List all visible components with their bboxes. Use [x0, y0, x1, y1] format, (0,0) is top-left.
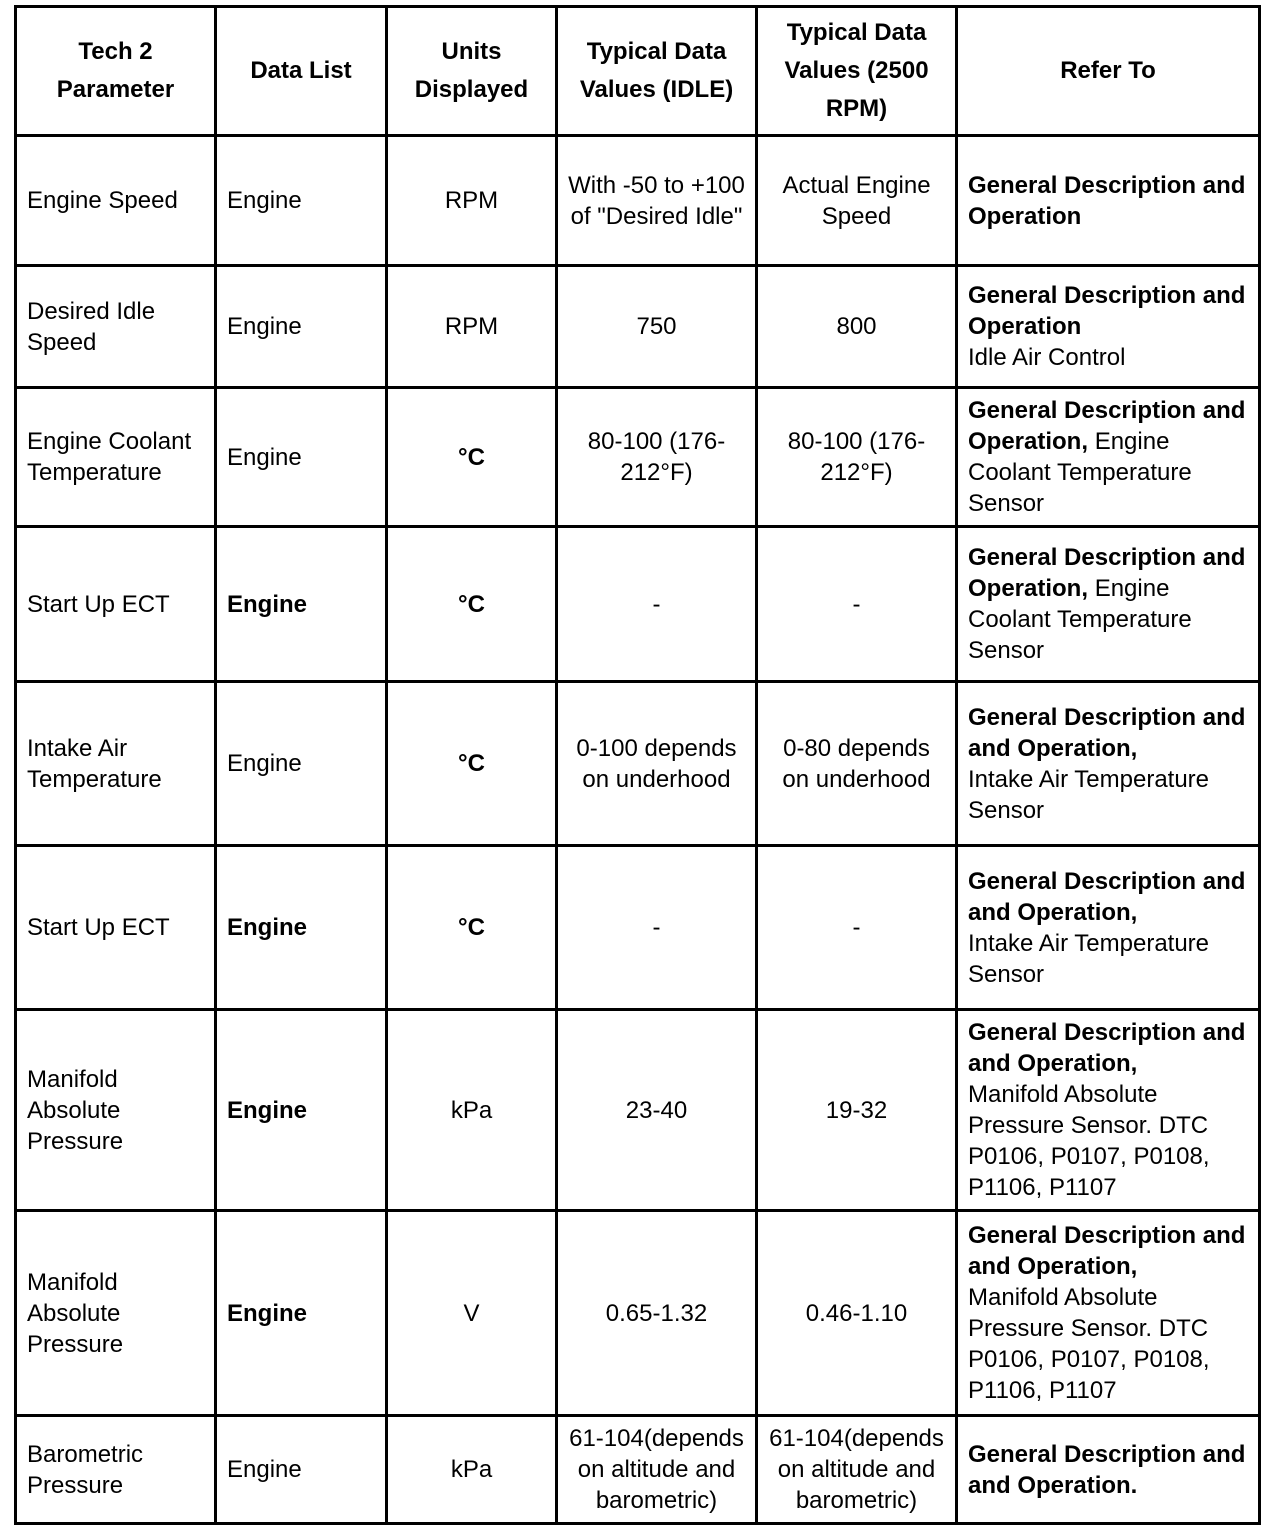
param-cell: Start Up ECT: [16, 846, 216, 1010]
rpm2500-value-cell: 800: [757, 266, 957, 388]
data-list-cell: Engine: [216, 682, 387, 846]
idle-value-cell: 61-104(depends on altitude and barometric): [557, 1416, 757, 1524]
data-list-cell: Engine: [216, 266, 387, 388]
idle-value-cell: With -50 to +100 of "Desired Idle": [557, 136, 757, 266]
data-list-cell: Engine: [216, 136, 387, 266]
refer-to-cell: [957, 1010, 1260, 1211]
idle-value-cell: 23-40: [557, 1010, 757, 1211]
refer-to-detail: Manifold Absolute Pressure Sensor. DTC P0106, P0107, P0108, P1106, P1107: [968, 1081, 1210, 1201]
refer-to-detail: Engine Coolant Temperature Sensor: [968, 428, 1192, 517]
header-data-list: Data List: [216, 7, 387, 136]
idle-value-cell: -: [557, 846, 757, 1010]
table-row: [16, 1211, 1260, 1416]
refer-to-heading: General Description and and Operation,: [968, 703, 1246, 762]
rpm2500-value-cell: -: [757, 527, 957, 682]
units-cell: RPM: [387, 136, 557, 266]
idle-value-cell: 80-100 (176-212°F): [557, 388, 757, 527]
param-cell: Manifold Absolute Pressure: [16, 1010, 216, 1211]
param-cell: Engine Speed: [16, 136, 216, 266]
refer-to-heading: General Description and Operation,: [968, 544, 1246, 602]
units-cell: °C: [387, 527, 557, 682]
refer-to-cell: [957, 682, 1260, 846]
units-cell: kPa: [387, 1010, 557, 1211]
refer-to-cell: [957, 388, 1260, 527]
table-row: [16, 846, 1260, 1010]
data-list-cell: Engine: [216, 388, 387, 527]
refer-to-cell: [957, 1211, 1260, 1416]
refer-to-heading: General Description and Operation,: [968, 397, 1246, 455]
refer-to-heading: General Description and and Operation.: [968, 1440, 1246, 1499]
units-cell: °C: [387, 846, 557, 1010]
rpm2500-value-cell: 0.46-1.10: [757, 1211, 957, 1416]
refer-to-heading: General Description and Operation: [968, 282, 1246, 340]
param-cell: Engine Coolant Temperature: [16, 388, 216, 527]
header-units-displayed: Units Displayed: [387, 7, 557, 136]
refer-to-detail: Manifold Absolute Pressure Sensor. DTC P0106, P0107, P0108, P1106, P1107: [968, 1284, 1210, 1404]
rpm2500-value-cell: Actual Engine Speed: [757, 136, 957, 266]
table-row: [16, 388, 1260, 527]
tech2-data-table: [14, 5, 1261, 1525]
refer-to-cell: [957, 846, 1260, 1010]
table-row: [16, 1416, 1260, 1524]
param-cell: Manifold Absolute Pressure: [16, 1211, 216, 1416]
table-row: [16, 527, 1260, 682]
data-list-cell: Engine: [216, 1416, 387, 1524]
rpm2500-value-cell: -: [757, 846, 957, 1010]
refer-to-cell: [957, 266, 1260, 388]
rpm2500-value-cell: 0-80 depends on underhood: [757, 682, 957, 846]
refer-to-cell: [957, 136, 1260, 266]
data-list-cell: Engine: [216, 527, 387, 682]
refer-to-heading: General Description and Operation: [968, 171, 1246, 230]
refer-to-heading: General Description and and Operation,: [968, 1019, 1246, 1077]
refer-to-heading: General Description and and Operation,: [968, 867, 1246, 926]
param-cell: Start Up ECT: [16, 527, 216, 682]
header-refer-to: Refer To: [957, 7, 1260, 136]
param-cell: Desired Idle Speed: [16, 266, 216, 388]
idle-value-cell: 0-100 depends on underhood: [557, 682, 757, 846]
header-tech2-parameter: Tech 2 Parameter: [16, 7, 216, 136]
header-typical-idle: Typical Data Values (IDLE): [557, 7, 757, 136]
refer-to-detail: Engine Coolant Temperature Sensor: [968, 575, 1192, 664]
idle-value-cell: -: [557, 527, 757, 682]
rpm2500-value-cell: 80-100 (176-212°F): [757, 388, 957, 527]
table-row: [16, 682, 1260, 846]
units-cell: °C: [387, 388, 557, 527]
refer-to-cell: [957, 1416, 1260, 1524]
refer-to-heading: General Description and and Operation,: [968, 1222, 1246, 1280]
refer-to-cell: [957, 527, 1260, 682]
rpm2500-value-cell: 61-104(depends on altitude and barometric): [757, 1416, 957, 1524]
param-cell: Barometric Pressure: [16, 1416, 216, 1524]
data-list-cell: Engine: [216, 1010, 387, 1211]
header-row: [16, 7, 1260, 136]
param-cell: Intake Air Temperature: [16, 682, 216, 846]
refer-to-detail: Intake Air Temperature Sensor: [968, 929, 1210, 988]
units-cell: kPa: [387, 1416, 557, 1524]
table-row: [16, 136, 1260, 266]
header-typical-2500rpm: Typical Data Values (2500 RPM): [757, 7, 957, 136]
refer-to-detail: Idle Air Control: [968, 344, 1126, 371]
units-cell: °C: [387, 682, 557, 846]
idle-value-cell: 750: [557, 266, 757, 388]
data-list-cell: Engine: [216, 846, 387, 1010]
refer-to-detail: Intake Air Temperature Sensor: [968, 765, 1210, 824]
idle-value-cell: 0.65-1.32: [557, 1211, 757, 1416]
table-row: [16, 1010, 1260, 1211]
units-cell: RPM: [387, 266, 557, 388]
rpm2500-value-cell: 19-32: [757, 1010, 957, 1211]
table-row: [16, 266, 1260, 388]
units-cell: V: [387, 1211, 557, 1416]
data-list-cell: Engine: [216, 1211, 387, 1416]
